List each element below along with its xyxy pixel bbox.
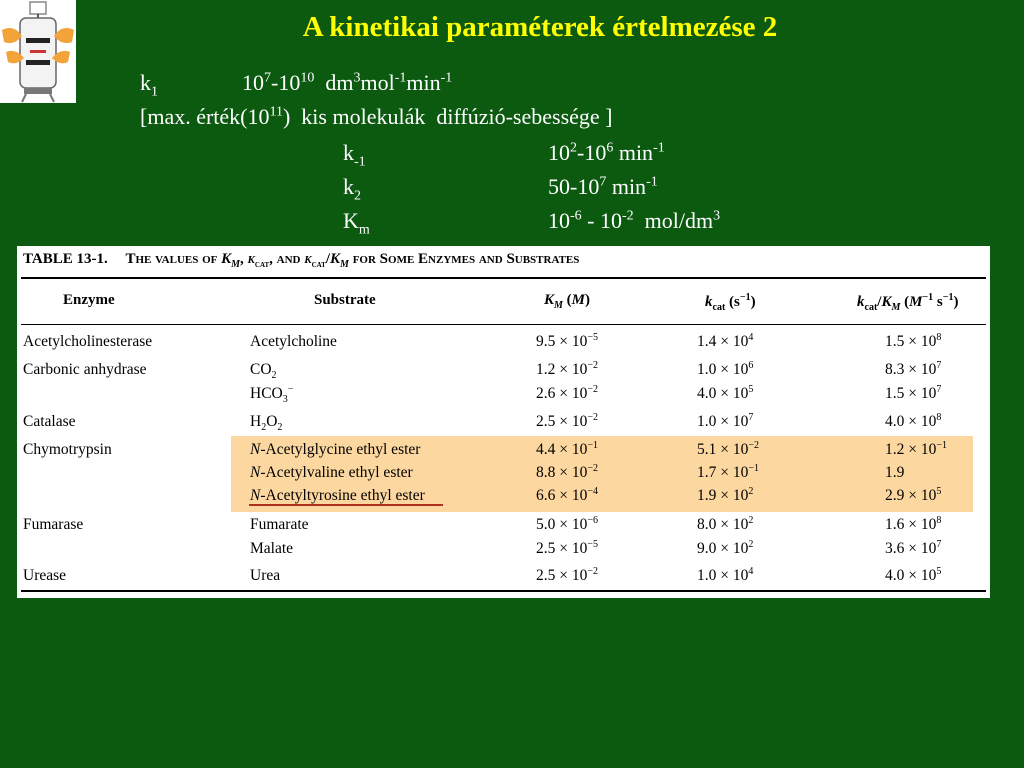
cell-kcat: $1.0 \times 10^4$ (697, 565, 754, 584)
cell-substrate: N-Acetylvaline ethyl ester (250, 464, 413, 481)
cell-km: $2.5 \times 10^{-2}$ (536, 565, 599, 584)
cell-km: $2.5 \times 10^{-5}$ (536, 538, 599, 557)
param-k2-symbol: $k_2$ (343, 174, 361, 204)
cell-substrate: N-Acetylglycine ethyl ester (250, 441, 421, 458)
cell-kcat: $1.0 \times 10^7$ (697, 411, 754, 430)
cell-ratio: $1.6 \times 10^8$ (885, 514, 942, 533)
cell-ratio: 1.9 (885, 464, 905, 481)
header-kcat: $k_{cat}$ $(s^{-1})$ (705, 292, 756, 313)
table-caption (23, 251, 579, 270)
slide-title: A kinetikai paraméterek értelmezése 2 (302, 11, 778, 43)
param-k1 (140, 70, 453, 100)
k1-symbol: $k_1$ (140, 70, 158, 100)
cell-km: $5.0 \times 10^{-6}$ (536, 514, 599, 533)
k1-range: $10^7-10^{10}$ $dm^3mol^{-1}\min^{-1}$ (242, 70, 453, 95)
cell-enzyme: Carbonic anhydrase (23, 361, 147, 378)
cell-substrate: N-Acetyltyrosine ethyl ester (250, 487, 425, 504)
cell-ratio: $1.5 \times 10^8$ (885, 331, 942, 350)
cell-substrate: Urea (250, 567, 281, 584)
cell-km: $2.6 \times 10^{-2}$ (536, 383, 599, 402)
cell-km: $9.5 \times 10^{-5}$ (536, 331, 599, 350)
cell-substrate: $CO_2$ (250, 361, 277, 382)
cell-ratio: $4.0 \times 10^5$ (885, 565, 942, 584)
cell-substrate: Fumarate (250, 516, 309, 533)
cell-enzyme: Catalase (23, 413, 76, 430)
header-enzyme: Enzyme (63, 292, 115, 308)
param-k2-value: $50-10^7$ $\min^{-1}$ (548, 174, 658, 199)
cell-ratio: $8.3 \times 10^7$ (885, 359, 942, 378)
param-k-minus1-symbol: $k_{-1}$ (343, 140, 366, 170)
cell-km: $1.2 \times 10^{-2}$ (536, 359, 599, 378)
cell-substrate: Acetylcholine (250, 333, 337, 350)
cell-ratio: $2.9 \times 10^5$ (885, 485, 942, 504)
param-km-value: $10^{-6} - 10^{-2}$ mol/$dm^3$ (548, 208, 721, 233)
table-top-rule (21, 277, 986, 279)
cell-enzyme: Fumarase (23, 516, 84, 533)
header-substrate: Substrate (314, 292, 376, 308)
cell-kcat: $1.0 \times 10^6$ (697, 359, 754, 378)
cell-enzyme: Urease (23, 567, 67, 584)
cell-substrate: $HCO_3^-$ (250, 383, 294, 406)
table-title: The values of $K_M$, $k_{cat}$, and $k_{cat}/K_M$ for Some Enzymes and Substrates (125, 251, 580, 270)
cell-ratio: $3.6 \times 10^7$ (885, 538, 942, 557)
cell-ratio: $1.5 \times 10^7$ (885, 383, 942, 402)
cell-kcat: $8.0 \times 10^2$ (697, 514, 754, 533)
cell-kcat: $4.0 \times 10^5$ (697, 383, 754, 402)
cell-km: $8.8 \times 10^{-2}$ (536, 462, 599, 481)
param-km-symbol: $K_m$ (343, 208, 370, 238)
cell-kcat: $1.7 \times 10^{-1}$ (697, 462, 760, 481)
cell-kcat: $9.0 \times 10^2$ (697, 538, 754, 557)
cell-substrate: $H_2O_2$ (250, 413, 283, 434)
cell-enzyme: Chymotrypsin (23, 441, 112, 458)
table-header-rule (21, 324, 986, 325)
table-bottom-rule (21, 590, 986, 592)
header-ratio: $k_{cat}/K_M$ ($M^{-1}$ $s^{-1}$) (857, 292, 959, 313)
cell-ratio: $1.2 \times 10^{-1}$ (885, 439, 948, 458)
table-number: TABLE 13-1. (23, 251, 108, 267)
cell-km: $2.5 \times 10^{-2}$ (536, 411, 599, 430)
header-km: $K_M$ (M) (544, 292, 591, 311)
cell-substrate: Malate (250, 540, 294, 557)
param-note: [max. $érték(10^{11})$ kis molekulák diffúzió-sebessége ] (140, 104, 613, 129)
param-k-minus1-value: $10^2-10^6$ $\min^{-1}$ (548, 140, 665, 165)
cell-km: $6.6 \times 10^{-4}$ (536, 485, 599, 504)
cell-kcat: $5.1 \times 10^{-2}$ (697, 439, 760, 458)
cell-kcat: $1.9 \times 10^2$ (697, 485, 754, 504)
cell-kcat: $1.4 \times 10^4$ (697, 331, 754, 350)
bioreactor-logo-icon (0, 0, 76, 103)
enzyme-table (17, 246, 990, 598)
cell-km: $4.4 \times 10^{-1}$ (536, 439, 599, 458)
cell-ratio: $4.0 \times 10^8$ (885, 411, 942, 430)
cell-enzyme: Acetylcholinesterase (23, 333, 153, 350)
